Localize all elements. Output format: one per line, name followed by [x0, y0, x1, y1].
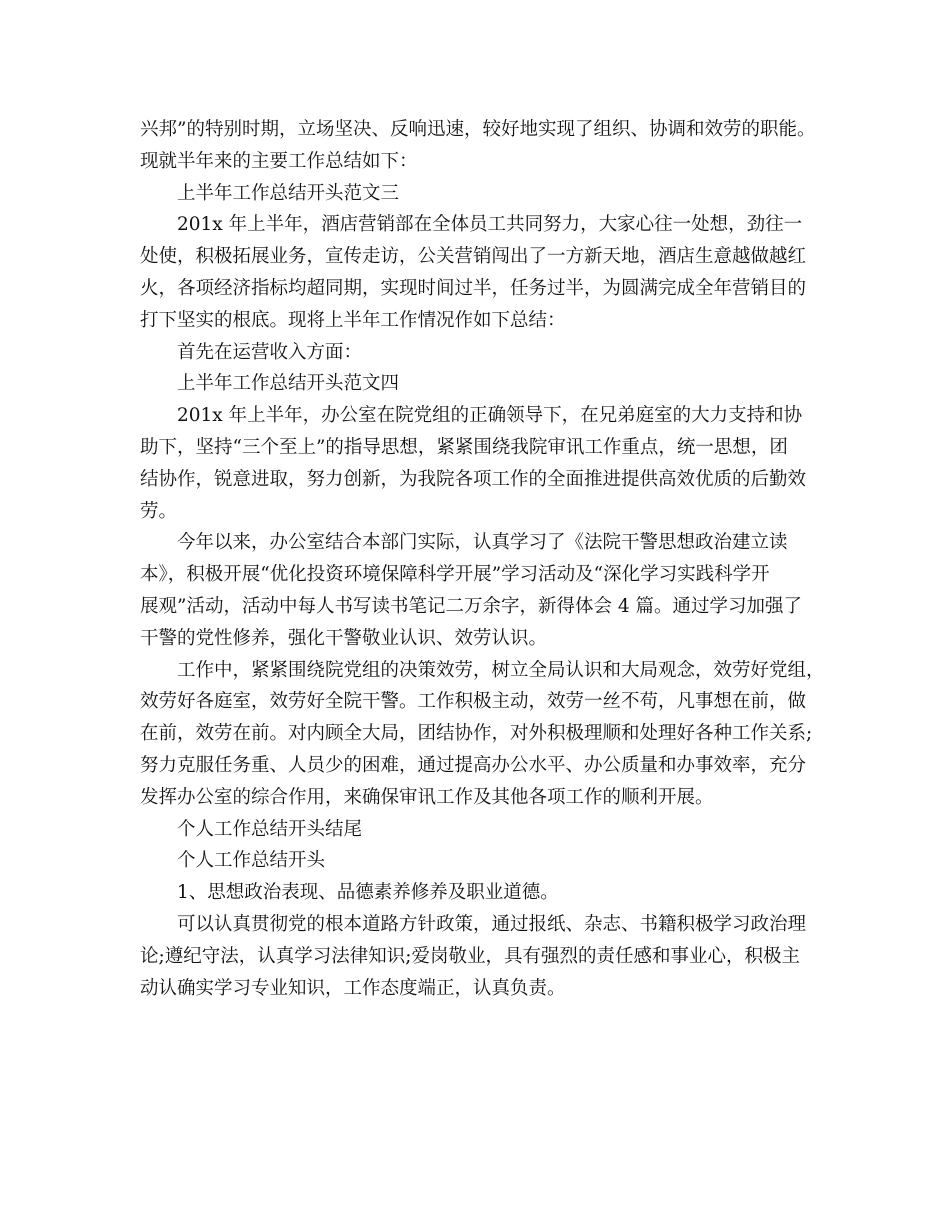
text-line: 动认确实学习专业知识，工作态度端正，认真负责。: [140, 977, 566, 999]
text-line: 首先在运营收入方面：: [177, 341, 363, 363]
text-line: 兴邦”的特别时期，立场坚决、反响迅速，较好地实现了组织、协调和效劳的职能。: [140, 119, 816, 140]
text-line: 201x 年上半年，办公室在院党组的正确领导下，在兄弟庭室的大力支持和协: [177, 405, 803, 427]
text-line: 助下，坚持“三个至上”的指导思想，紧紧围绕我院审讯工作重点，统一思想，团: [140, 436, 788, 458]
text-line: 论;遵纪守法，认真学习法律知识;爱岗敬业，具有强烈的责任感和事业心，积极主: [140, 945, 800, 967]
text-line: 本》，积极开展“优化投资环境保障科学开展”学习活动及“深化学习实践科学开: [140, 564, 770, 586]
text-line: 上半年工作总结开头范文三: [177, 182, 400, 204]
text-line: 工作中，紧紧围绕院党组的决策效劳，树立全局认识和大局观念，效劳好党组，: [177, 659, 825, 681]
text-line: 201x 年上半年，酒店营销部在全体员工共同努力，大家心往一处想，劲往一: [177, 214, 803, 236]
text-line: 上半年工作总结开头范文四: [177, 373, 400, 395]
text-line: 处使，积极拓展业务，宣传走访，公关营销闯出了一方新天地，酒店生意越做越红: [140, 246, 807, 268]
text-line: 1、思想政治表现、品德素养修养及职业道德。: [177, 882, 559, 904]
text-line: 干警的党性修养，强化干警敬业认识、效劳认识。: [140, 627, 548, 649]
text-line: 今年以来，办公室结合本部门实际，认真学习了《法院干警思想政治建立读: [177, 532, 788, 554]
text-line: 展观”活动，活动中每人书写读书笔记二万余字，新得体会 4 篇。通过学习加强了: [140, 595, 802, 617]
text-line: 效劳好各庭室，效劳好全院干警。工作积极主动，效劳一丝不苟，凡事想在前，做: [140, 691, 807, 713]
text-line: 可以认真贯彻党的根本道路方针政策，通过报纸、杂志、书籍积极学习政治理: [177, 913, 807, 935]
text-line: 个人工作总结开头: [177, 850, 326, 872]
text-line: 火，各项经济指标均超同期，实现时间过半，任务过半，为圆满完成全年营销目的: [140, 277, 807, 299]
text-line: 发挥办公室的综合作用，来确保审讯工作及其他各项工作的顺利开展。: [140, 786, 714, 808]
text-line: 在前，效劳在前。对内顾全大局，团结协作，对外积极理顺和处理好各种工作关系;: [140, 723, 813, 745]
text-line: 个人工作总结开头结尾: [177, 818, 363, 840]
text-line: 现就半年来的主要工作总结如下：: [140, 150, 418, 172]
document-body: [140, 114, 830, 1004]
text-line: 结协作，锐意进取，努力创新，为我院各项工作的全面推进提供高效优质的后勤效: [140, 468, 807, 490]
text-line: 打下坚实的根底。现将上半年工作情况作如下总结：: [140, 309, 566, 331]
text-line: 努力克服任务重、人员少的困难，通过提高办公水平、办公质量和办事效率，充分: [140, 754, 807, 776]
text-line: 劳。: [140, 500, 178, 522]
